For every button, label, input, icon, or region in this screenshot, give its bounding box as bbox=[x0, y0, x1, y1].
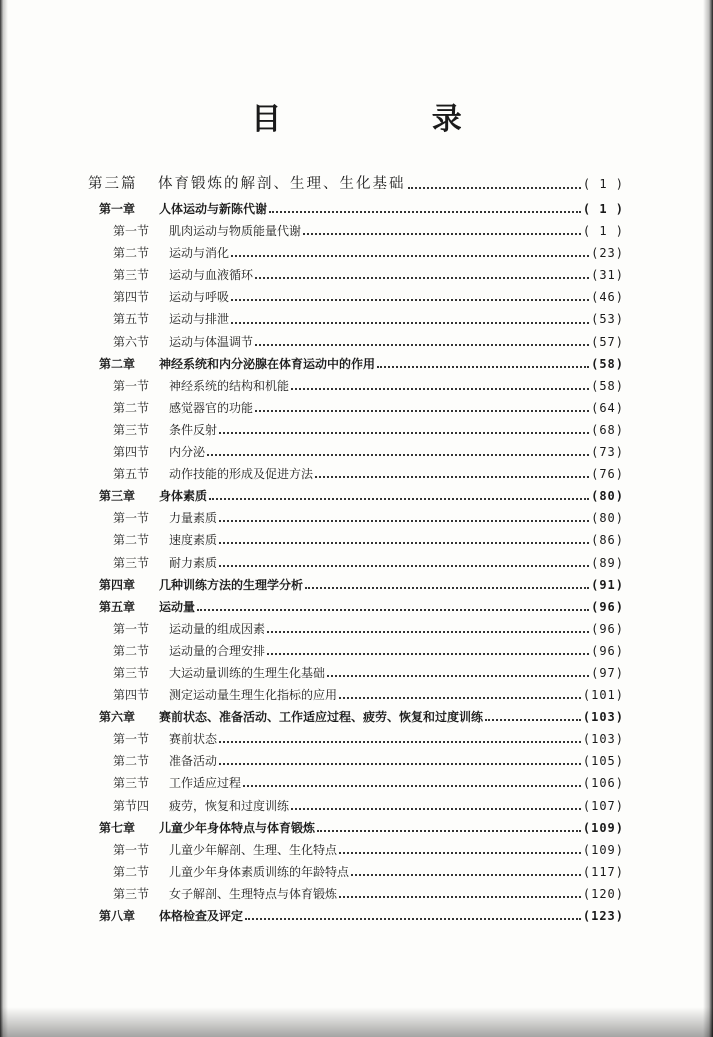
dot-leader bbox=[255, 344, 589, 346]
dot-leader bbox=[317, 830, 581, 832]
dot-leader bbox=[197, 609, 589, 611]
toc-page-number: (53) bbox=[591, 312, 624, 327]
toc-label: 第五节 bbox=[113, 467, 150, 482]
toc-title: 体育锻炼的解剖、生理、生化基础 bbox=[158, 176, 406, 192]
dot-leader bbox=[209, 498, 589, 500]
toc-entry-section bbox=[88, 419, 624, 441]
toc-title: 运动量 bbox=[159, 599, 196, 614]
toc-page-number: (109) bbox=[582, 842, 624, 857]
toc-title: 运动量的组成因素 bbox=[169, 621, 266, 636]
toc-label: 第一节 bbox=[113, 842, 150, 857]
toc-label: 第二章 bbox=[99, 356, 136, 371]
toc-title: 儿童少年解剖、生理、生化特点 bbox=[169, 842, 338, 857]
toc-page-number: (86) bbox=[591, 533, 624, 548]
toc-title: 人体运动与新陈代谢 bbox=[159, 202, 268, 216]
toc-entry-section bbox=[88, 286, 624, 308]
dot-leader bbox=[303, 233, 581, 235]
toc-label: 第二节 bbox=[113, 864, 150, 879]
toc-label: 第三节 bbox=[113, 776, 150, 791]
toc-label: 第三篇 bbox=[88, 176, 138, 192]
dot-leader bbox=[291, 388, 589, 390]
toc-page-number: (120) bbox=[582, 886, 624, 901]
scan-shadow-left bbox=[0, 0, 8, 1037]
toc-title: 内分泌 bbox=[169, 445, 206, 460]
toc-page-number: (96) bbox=[591, 643, 624, 658]
toc-label: 第二节 bbox=[113, 400, 150, 415]
toc-entry-section bbox=[88, 662, 624, 684]
toc-title: 测定运动量生理生化指标的应用 bbox=[169, 688, 338, 703]
dot-leader bbox=[269, 211, 581, 213]
dot-leader bbox=[327, 675, 589, 677]
toc-entry-section bbox=[88, 397, 624, 419]
dot-leader bbox=[245, 918, 581, 920]
toc-page-number: (80) bbox=[591, 489, 624, 504]
toc-title: 儿童少年身体素质训练的年龄特点 bbox=[169, 864, 350, 879]
toc-label: 第一节 bbox=[113, 621, 150, 636]
toc-page-number: (58) bbox=[591, 378, 624, 393]
toc-entry-section bbox=[88, 883, 624, 905]
dot-leader bbox=[219, 432, 589, 434]
toc-label: 第一节 bbox=[113, 511, 150, 526]
toc-page-number: (58) bbox=[591, 356, 624, 371]
toc-label: 第三章 bbox=[99, 489, 136, 504]
toc-entry-section bbox=[88, 772, 624, 794]
toc-entry-section bbox=[88, 331, 624, 353]
toc-label: 第四章 bbox=[99, 577, 136, 592]
toc-title: 耐力素质 bbox=[169, 555, 218, 570]
toc-page-number: (89) bbox=[591, 555, 624, 570]
toc-entry-chapter bbox=[88, 817, 624, 839]
toc-page-number: (109) bbox=[582, 820, 624, 835]
toc-page-number: ( 1 ) bbox=[582, 202, 624, 216]
toc-entry-section bbox=[88, 618, 624, 640]
toc-label: 第三节 bbox=[113, 555, 150, 570]
dot-leader bbox=[219, 542, 589, 544]
dot-leader bbox=[255, 410, 589, 412]
toc-entry-chapter bbox=[88, 905, 624, 927]
table-of-contents bbox=[88, 172, 624, 927]
toc-label: 第三节 bbox=[113, 268, 150, 283]
toc-label: 第二节 bbox=[113, 246, 150, 261]
toc-page-number: (57) bbox=[591, 334, 624, 349]
toc-title: 运动与消化 bbox=[169, 246, 230, 261]
toc-page-number: (91) bbox=[591, 577, 624, 592]
toc-label: 第六章 bbox=[99, 710, 136, 725]
toc-page-number: (107) bbox=[582, 798, 624, 813]
toc-page-number: (76) bbox=[591, 467, 624, 482]
dot-leader bbox=[408, 187, 581, 189]
toc-page-number: (31) bbox=[591, 268, 624, 283]
toc-label: 第八章 bbox=[99, 909, 136, 923]
toc-label: 第一节 bbox=[113, 732, 150, 747]
dot-leader bbox=[219, 763, 581, 765]
toc-title: 力量素质 bbox=[169, 511, 218, 526]
toc-entry-section bbox=[88, 375, 624, 397]
toc-title: 肌肉运动与物质能量代谢 bbox=[169, 224, 302, 239]
toc-page-number: ( 1 ) bbox=[582, 177, 624, 191]
scan-shadow-bottom bbox=[0, 1007, 713, 1037]
toc-page-number: (106) bbox=[582, 776, 624, 791]
toc-page-number: (96) bbox=[591, 621, 624, 636]
dot-leader bbox=[267, 653, 589, 655]
toc-entry-section bbox=[88, 507, 624, 529]
toc-title: 感觉器官的功能 bbox=[169, 400, 254, 415]
toc-label: 第二节 bbox=[113, 533, 150, 548]
toc-entry-chapter bbox=[88, 485, 624, 507]
toc-title: 赛前状态、准备活动、工作适应过程、疲劳、恢复和过度训练 bbox=[159, 710, 484, 725]
toc-page-number: (68) bbox=[591, 422, 624, 437]
toc-title: 速度素质 bbox=[169, 533, 218, 548]
toc-label: 第五章 bbox=[99, 599, 136, 614]
toc-title: 几种训练方法的生理学分析 bbox=[159, 577, 304, 592]
dot-leader bbox=[315, 476, 589, 478]
toc-entry-part bbox=[88, 172, 624, 197]
toc-page-number: (97) bbox=[591, 665, 624, 680]
dot-leader bbox=[305, 587, 589, 589]
toc-entry-section bbox=[88, 684, 624, 706]
toc-entry-chapter bbox=[88, 353, 624, 375]
dot-leader bbox=[339, 852, 581, 854]
toc-label: 第四节 bbox=[113, 445, 150, 460]
toc-page-number: (80) bbox=[591, 511, 624, 526]
toc-label: 第六节 bbox=[113, 334, 150, 349]
toc-title: 身体素质 bbox=[159, 489, 208, 504]
dot-leader bbox=[255, 277, 589, 279]
toc-label: 第三节 bbox=[113, 665, 150, 680]
toc-entry-section bbox=[88, 552, 624, 574]
toc-page-number: (46) bbox=[591, 290, 624, 305]
toc-entry-section bbox=[88, 529, 624, 551]
toc-title: 运动与血液循环 bbox=[169, 268, 254, 283]
scan-shadow-right bbox=[703, 0, 713, 1037]
toc-label: 第节四 bbox=[113, 798, 150, 813]
toc-page-number: (73) bbox=[591, 445, 624, 460]
toc-page-number: (96) bbox=[591, 599, 624, 614]
toc-title: 条件反射 bbox=[169, 422, 218, 437]
dot-leader bbox=[207, 454, 589, 456]
toc-page-number: (103) bbox=[582, 732, 624, 747]
page-title: 目 录 bbox=[251, 102, 532, 137]
dot-leader bbox=[219, 565, 589, 567]
toc-label: 第二节 bbox=[113, 643, 150, 658]
toc-title: 体格检查及评定 bbox=[159, 909, 244, 923]
toc-page-number: (117) bbox=[582, 864, 624, 879]
dot-leader bbox=[339, 697, 581, 699]
toc-label: 第三节 bbox=[113, 886, 150, 901]
toc-label: 第四节 bbox=[113, 290, 150, 305]
toc-entry-chapter bbox=[88, 706, 624, 728]
toc-label: 第二节 bbox=[113, 754, 150, 769]
toc-page-number: (103) bbox=[582, 710, 624, 725]
toc-entry-section bbox=[88, 463, 624, 485]
toc-title: 大运动量训练的生理生化基础 bbox=[169, 665, 326, 680]
toc-title: 准备活动 bbox=[169, 754, 218, 769]
toc-title: 疲劳，恢复和过度训练 bbox=[169, 798, 290, 813]
toc-entry-section bbox=[88, 750, 624, 772]
toc-title: 运动与排泄 bbox=[169, 312, 230, 327]
toc-label: 第四节 bbox=[113, 688, 150, 703]
toc-entry-section bbox=[88, 640, 624, 662]
dot-leader bbox=[219, 520, 589, 522]
dot-leader bbox=[231, 255, 589, 257]
toc-label: 第五节 bbox=[113, 312, 150, 327]
toc-label: 第一节 bbox=[113, 378, 150, 393]
toc-entry-section bbox=[88, 441, 624, 463]
toc-entry-section bbox=[88, 264, 624, 286]
toc-title: 儿童少年身体特点与体育锻炼 bbox=[159, 820, 316, 835]
dot-leader bbox=[243, 785, 581, 787]
dot-leader bbox=[231, 299, 589, 301]
dot-leader bbox=[291, 808, 581, 810]
toc-title: 神经系统的结构和机能 bbox=[169, 378, 290, 393]
toc-label: 第三节 bbox=[113, 422, 150, 437]
toc-entry-section bbox=[88, 220, 624, 242]
dot-leader bbox=[267, 631, 589, 633]
toc-title: 动作技能的形成及促进方法 bbox=[169, 467, 314, 482]
dot-leader bbox=[231, 322, 589, 324]
toc-title: 赛前状态 bbox=[169, 732, 218, 747]
toc-label: 第七章 bbox=[99, 820, 136, 835]
toc-page-number: (64) bbox=[591, 400, 624, 415]
toc-label: 第一节 bbox=[113, 224, 150, 239]
toc-page-number: (101) bbox=[582, 688, 624, 703]
toc-title: 神经系统和内分泌腺在体育运动中的作用 bbox=[159, 356, 376, 371]
dot-leader bbox=[339, 896, 581, 898]
toc-page-number: (105) bbox=[582, 754, 624, 769]
toc-title: 女子解剖、生理特点与体育锻炼 bbox=[169, 886, 338, 901]
dot-leader bbox=[219, 741, 581, 743]
toc-title: 运动与体温调节 bbox=[169, 334, 254, 349]
toc-entry-section bbox=[88, 728, 624, 750]
toc-page-number: ( 1 ) bbox=[582, 224, 624, 239]
toc-title: 运动与呼吸 bbox=[169, 290, 230, 305]
toc-entry-section bbox=[88, 242, 624, 264]
toc-label: 第一章 bbox=[99, 202, 136, 216]
toc-entry-section bbox=[88, 839, 624, 861]
dot-leader bbox=[485, 719, 581, 721]
dot-leader bbox=[377, 366, 589, 368]
toc-title: 工作适应过程 bbox=[169, 776, 242, 791]
toc-title: 运动量的合理安排 bbox=[169, 643, 266, 658]
toc-entry-chapter bbox=[88, 574, 624, 596]
toc-entry-section bbox=[88, 308, 624, 330]
toc-page-number: (123) bbox=[582, 909, 624, 923]
toc-entry-section bbox=[88, 795, 624, 817]
toc-entry-chapter bbox=[88, 596, 624, 618]
dot-leader bbox=[351, 874, 581, 876]
toc-page-number: (23) bbox=[591, 246, 624, 261]
toc-entry-section bbox=[88, 861, 624, 883]
toc-entry-chapter bbox=[88, 198, 624, 220]
